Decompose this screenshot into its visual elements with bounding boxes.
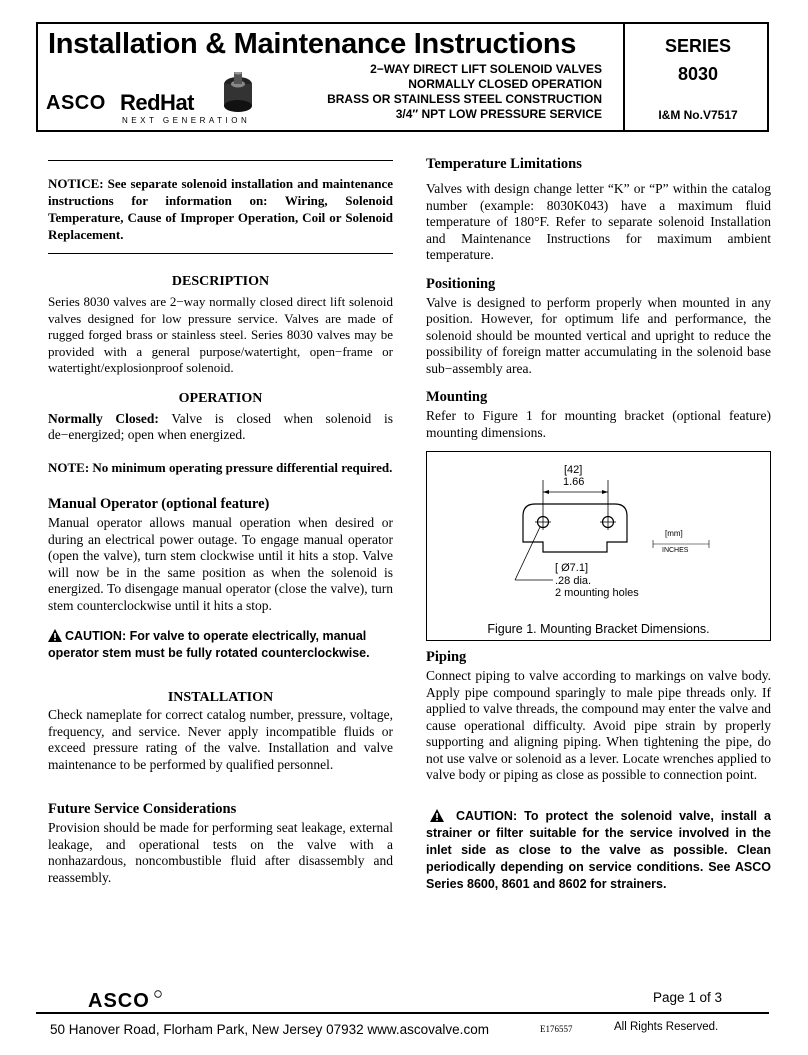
rights-notice: All Rights Reserved. bbox=[614, 1021, 719, 1033]
logo-tagline: NEXT GENERATION bbox=[122, 116, 251, 125]
series-label: SERIES bbox=[664, 36, 732, 56]
normally-closed-text: Valve is closed when solenoid is de−energized; open when energized. bbox=[48, 410, 393, 442]
future-service-text: Provision should be made for performing seat leakage, external leakage, and operational tests on the valve with a nonhazardous, noncombustible fluid after disassembly and reassembly. bbox=[48, 820, 393, 885]
strainer-caution bbox=[426, 808, 771, 893]
description-heading: DESCRIPTION bbox=[171, 274, 270, 289]
bracket-drawing bbox=[427, 452, 772, 642]
footer-asco-logo bbox=[88, 990, 162, 1013]
manual-operator-heading: Manual Operator (optional feature) bbox=[48, 496, 270, 512]
operation-heading: OPERATION bbox=[178, 390, 263, 406]
strainer-caution-text: CAUTION: To protect the solenoid valve, install a strainer or filter suitable for the service involved in the inlet side as close to the valve as possible. Clean periodically depending on service conditions. See ASCO Series 8600, 8601 and 8602 for strainers. bbox=[426, 808, 771, 891]
notice-text: NOTICE: See separate solenoid installation and maintenance instructions for information on: Wiring, Solenoid Temperature, Cause of Improper Operation, Coil or Solenoid Replacement. bbox=[48, 176, 393, 242]
subtitle-line: 3/4″ NPT LOW PRESSURE SERVICE bbox=[395, 107, 602, 121]
manual-caution bbox=[48, 628, 393, 662]
document-title: Installation & Maintenance Instructions bbox=[48, 28, 577, 60]
mounting-text: Refer to Figure 1 for mounting bracket (optional feature) mounting dimensions. bbox=[426, 408, 771, 440]
logo-product: RedHat bbox=[120, 90, 195, 115]
right-column bbox=[426, 156, 771, 893]
manual-caution-text: CAUTION: For valve to operate electrically, manual operator stem must be fully rotated counterclockwise. bbox=[48, 629, 370, 660]
manual-operator-text: Manual operator allows manual operation when desired or during an electrical power outage. To engage manual operator (open the valve), turn stem clockwise until it hits a stop. Valve will now be in the same position as when the solenoid is energized. To disengage manual operator (close the valve), turn stem counterclockwise until it hits a stop. bbox=[48, 515, 393, 613]
solenoid-logo-icon bbox=[214, 72, 262, 120]
legend-inches: INCHES bbox=[662, 547, 689, 554]
future-service-heading: Future Service Considerations bbox=[48, 801, 237, 817]
series-number: 8030 bbox=[677, 64, 719, 84]
hole-diameter-inches: .28 dia. bbox=[555, 575, 592, 587]
piping-heading: Piping bbox=[426, 649, 467, 665]
registered-mark-icon bbox=[154, 990, 162, 998]
page-number: Page 1 of 3 bbox=[652, 990, 722, 1005]
note-text: NOTE: No minimum operating pressure differential required. bbox=[48, 459, 393, 475]
company-address: 50 Hanover Road, Florham Park, New Jersey 07932 www.ascovalve.com bbox=[50, 1022, 489, 1037]
installation-heading: INSTALLATION bbox=[167, 690, 274, 705]
subtitle-line: 2−WAY DIRECT LIFT SOLENOID VALVES bbox=[370, 62, 602, 76]
legend-mm: [mm] bbox=[665, 529, 683, 538]
dimension-mm: [42] bbox=[564, 464, 583, 476]
footer-logo-text: ASCO bbox=[88, 990, 150, 1012]
hole-diameter-mm: [ Ø7.1] bbox=[555, 562, 589, 574]
series-block bbox=[625, 32, 771, 88]
positioning-text: Valve is designed to perform properly when mounted in any position. However, for optimum life and performance, the solenoid should be mounted vertical and upright to reduce the possibility of foreign matter accumulating in the solenoid base sub−assembly area. bbox=[426, 294, 771, 376]
warning-icon bbox=[48, 629, 62, 642]
subtitle-line: NORMALLY CLOSED OPERATION bbox=[408, 77, 602, 91]
warning-icon bbox=[430, 809, 444, 822]
notice-rule-bottom bbox=[48, 253, 393, 254]
valve-description-block bbox=[327, 62, 602, 122]
piping-text: Connect piping to valve according to markings on valve body. Apply pipe compound sparingly to male pipe threads only. If applied to valve threads, the compound may enter the valve and cause operational difficulty. Avoid pipe strain by properly supporting and aligning piping. When tightening the pipe, do not use valve or solenoid as a lever. Locate wrenches applied to valve body or piping as close as possible to connection point. bbox=[426, 668, 771, 782]
document-code: E176557 bbox=[540, 1024, 573, 1034]
installation-text: Check nameplate for correct catalog number, pressure, voltage, frequency, and service. Never apply incompatible fluids or exceed pressure rating of the valve. Installation and valve maintenance to be performed by qualified personnel. bbox=[48, 707, 393, 772]
logo-brand: ASCO bbox=[46, 92, 106, 114]
subtitle-line: BRASS OR STAINLESS STEEL CONSTRUCTION bbox=[327, 92, 602, 106]
temperature-text: Valves with design change letter “K” or “P” within the catalog number (example: 8030K043) have a maximum fluid temperature of 180°F. Refer to separate solenoid Installation and Maintenance Instructions for maximum ambient temperature. bbox=[426, 181, 771, 262]
temperature-heading: Temperature Limitations bbox=[426, 156, 582, 172]
left-column bbox=[48, 152, 393, 886]
description-text: Series 8030 valves are 2−way normally closed direct lift solenoid valves designed for low pressure service. Valves are made of rugged forged brass or stainless steel. Series 8030 valves may be provided with a general purpose/watertight, open−frame or watertight/explosionproof solenoid. bbox=[48, 294, 393, 375]
im-number: I&M No.V7517 bbox=[658, 108, 738, 122]
footer-rule bbox=[36, 1012, 769, 1014]
asco-redhat-logo bbox=[46, 76, 266, 126]
mounting-bracket-figure bbox=[426, 451, 771, 641]
positioning-heading: Positioning bbox=[426, 275, 496, 292]
mounting-heading: Mounting bbox=[426, 389, 488, 405]
normally-closed-label: Normally Closed: bbox=[48, 410, 159, 426]
figure-caption: Figure 1. Mounting Bracket Dimensions. bbox=[487, 622, 710, 636]
document-header bbox=[36, 22, 769, 132]
dimension-inches: 1.66 bbox=[563, 476, 585, 488]
hole-count: 2 mounting holes bbox=[555, 587, 639, 599]
normally-closed-paragraph bbox=[48, 411, 393, 444]
